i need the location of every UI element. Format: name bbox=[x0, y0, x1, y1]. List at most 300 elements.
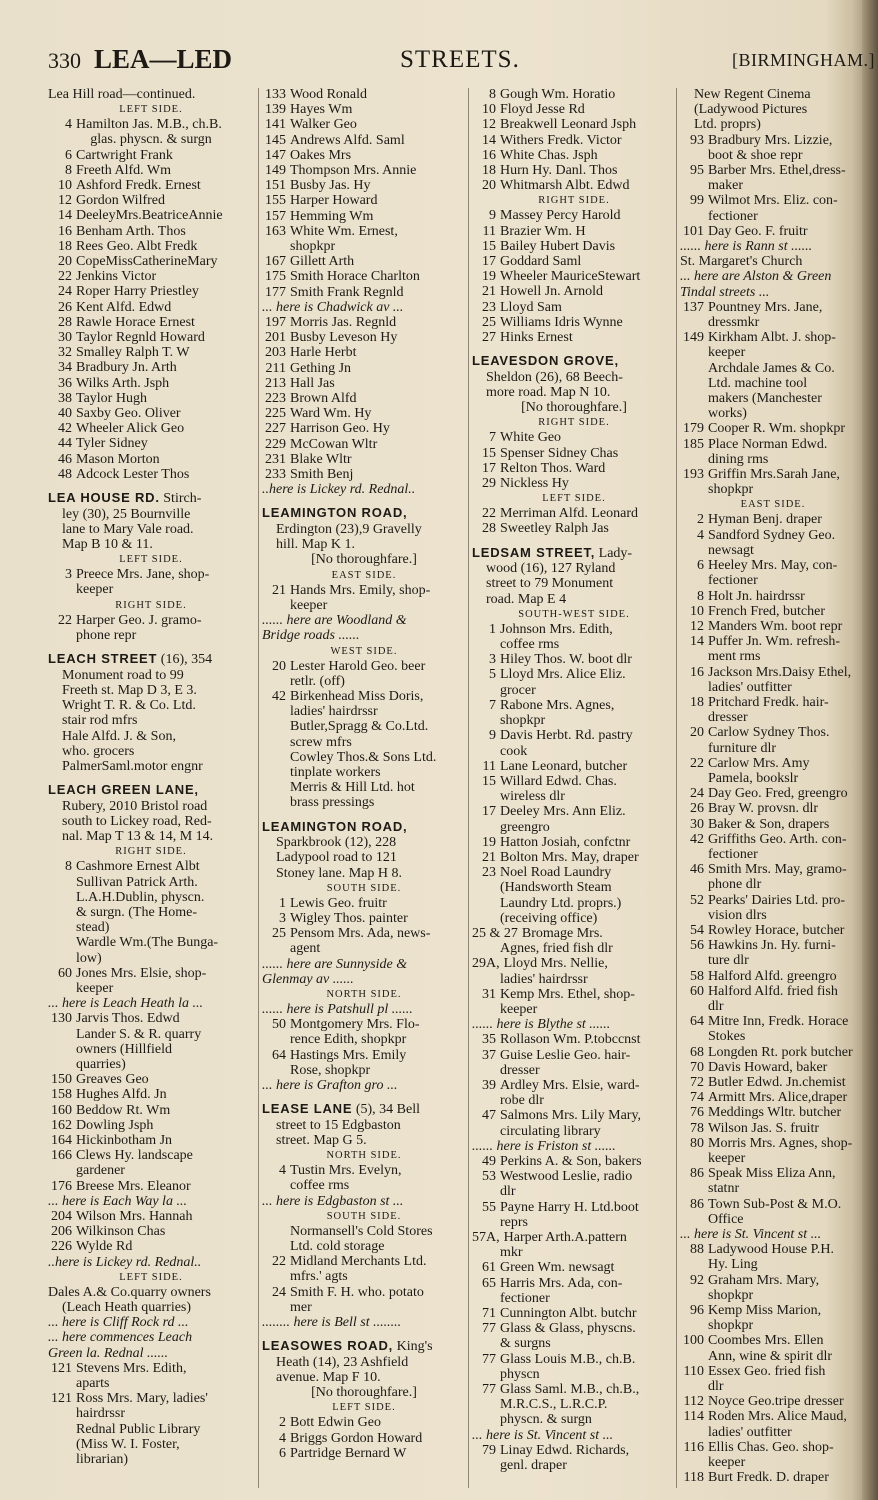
directory-entry bbox=[262, 1032, 466, 1047]
house-number: 96 bbox=[690, 1303, 704, 1319]
street-name: LEAVESDON GROVE, bbox=[472, 353, 619, 369]
house-number: 50 bbox=[272, 1017, 286, 1033]
side-heading: RIGHT SIDE. bbox=[538, 417, 610, 429]
directory-entry bbox=[680, 1409, 866, 1424]
directory-entry bbox=[48, 1437, 254, 1452]
house-number: 179 bbox=[683, 421, 704, 437]
directory-entry bbox=[680, 1273, 866, 1288]
entry-text: Freeth st. Map D 3, E 3. bbox=[62, 682, 197, 698]
directory-entry bbox=[48, 1042, 254, 1057]
entry-text: dresser bbox=[708, 710, 748, 726]
house-number: 8 bbox=[65, 162, 72, 178]
house-number: 22 bbox=[690, 755, 704, 771]
directory-entry bbox=[472, 385, 676, 400]
entry-text: Carlow Mrs. Amy bbox=[708, 755, 810, 771]
directory-entry bbox=[472, 683, 676, 698]
cross-street-note: ..here is Lickey rd. Rednal.. bbox=[48, 1254, 202, 1270]
directory-entry bbox=[262, 254, 466, 269]
directory-entry bbox=[48, 890, 254, 905]
directory-entry bbox=[48, 1133, 254, 1148]
directory-entry bbox=[262, 1446, 466, 1461]
entry-text: dlr bbox=[708, 998, 724, 1014]
house-number: 233 bbox=[265, 467, 286, 483]
cross-street-note: ... here is Leach Heath la ... bbox=[48, 996, 204, 1012]
directory-entry bbox=[48, 421, 254, 436]
entry-text: Sullivan Patrick Arth. bbox=[76, 874, 198, 890]
directory-entry bbox=[48, 1422, 254, 1437]
directory-entry bbox=[472, 1367, 676, 1382]
street-heading-rest: King's bbox=[393, 1339, 433, 1355]
column-divider bbox=[676, 88, 677, 1488]
directory-entry bbox=[48, 360, 254, 375]
entry-text: Halford Alfd. greengro bbox=[708, 968, 837, 984]
directory-entry bbox=[48, 224, 254, 239]
entry-text: Bott Edwin Geo bbox=[290, 1415, 381, 1431]
house-number: 77 bbox=[482, 1321, 496, 1337]
entry-text: statnr bbox=[708, 1181, 740, 1197]
directory-entry bbox=[262, 522, 466, 537]
entry-text: greengro bbox=[500, 819, 550, 835]
entry-text: Harris Mrs. Ada, con- bbox=[500, 1275, 623, 1291]
directory-entry bbox=[48, 300, 254, 315]
entry-text: Stokes bbox=[708, 1029, 746, 1045]
directory-entry bbox=[262, 1385, 466, 1400]
house-number: 164 bbox=[51, 1132, 72, 1148]
entry-text: mer bbox=[290, 1299, 312, 1315]
entry-text: Ardley Mrs. Elsie, ward- bbox=[500, 1077, 640, 1093]
entry-text: Agnes, fried fish dlr bbox=[500, 941, 613, 957]
directory-entry bbox=[680, 847, 866, 862]
entry-text: Lane Leonard, butcher bbox=[500, 758, 628, 774]
entry-text: dlr bbox=[708, 1379, 724, 1395]
entry-text: [No thoroughfare.] bbox=[311, 552, 417, 568]
entry-text: physcn bbox=[500, 1366, 540, 1382]
entry-text: French Fred, butcher bbox=[708, 603, 826, 619]
street-heading-rest: (5), 34 Bell bbox=[352, 1102, 420, 1118]
entry-text: Halford Alfd. fried fish bbox=[708, 983, 838, 999]
house-number: 80 bbox=[690, 1135, 704, 1151]
entry-text: owners (Hillfield bbox=[76, 1041, 173, 1057]
house-number: 2 bbox=[697, 512, 704, 528]
entry-text: Wright T. R. & Co. Ltd. bbox=[62, 698, 196, 714]
entry-text: reprs bbox=[500, 1214, 528, 1230]
house-number: 55 bbox=[482, 1199, 496, 1215]
entry-text: CopeMissCatherineMary bbox=[76, 254, 218, 270]
house-number: 77 bbox=[482, 1351, 496, 1367]
directory-entry bbox=[472, 1321, 676, 1336]
directory-entry bbox=[472, 87, 676, 102]
house-number: 20 bbox=[58, 254, 72, 270]
house-number: 54 bbox=[690, 922, 704, 938]
entry-text: dlr bbox=[500, 1184, 516, 1200]
house-number: 52 bbox=[690, 892, 704, 908]
house-number: 101 bbox=[683, 223, 704, 239]
house-number: 176 bbox=[51, 1178, 72, 1194]
entry-text: Glass Saml. M.B., ch.B., bbox=[500, 1382, 640, 1398]
entry-text: New Regent Cinema bbox=[694, 87, 811, 102]
directory-entry bbox=[680, 1197, 866, 1212]
directory-entry bbox=[262, 148, 466, 163]
street-heading bbox=[48, 490, 254, 507]
directory-entry bbox=[680, 862, 866, 877]
entry-text: Smith Frank Regnld bbox=[290, 284, 404, 300]
page-title: STREETS. bbox=[400, 46, 520, 73]
directory-entry bbox=[262, 117, 466, 132]
entry-text: Busby Jas. Hy bbox=[290, 178, 371, 194]
street-heading bbox=[472, 545, 676, 562]
entry-text: Brazier Wm. H bbox=[500, 223, 586, 239]
house-number: 203 bbox=[265, 345, 286, 361]
directory-entry bbox=[680, 543, 866, 558]
directory-entry bbox=[48, 1224, 254, 1239]
entry-text: Hamilton Jas. M.B., ch.B. bbox=[76, 117, 222, 133]
directory-entry bbox=[680, 1121, 866, 1136]
entry-text: Roper Harry Priestley bbox=[76, 284, 199, 300]
house-number: 4 bbox=[279, 1430, 286, 1446]
cross-street-note: ... here commences Leach bbox=[48, 1330, 193, 1346]
side-heading: RIGHT SIDE. bbox=[115, 599, 187, 611]
directory-entry bbox=[472, 667, 676, 682]
cross-street-note: ...... here is Patshull pl ...... bbox=[262, 1001, 413, 1017]
section-gap bbox=[472, 537, 676, 545]
page-range-heading: LEA—LED bbox=[94, 44, 233, 74]
directory-entry bbox=[262, 719, 466, 734]
entry-text: Sheldon (26), 68 Beech- bbox=[486, 369, 623, 385]
entry-text: tinplate workers bbox=[290, 764, 381, 780]
directory-entry bbox=[472, 1352, 676, 1367]
entry-text: Salmons Mrs. Lily Mary, bbox=[500, 1108, 642, 1124]
directory-entry bbox=[262, 1269, 466, 1284]
directory-entry bbox=[472, 163, 676, 178]
directory-entry bbox=[680, 133, 866, 148]
entry-text: Monument road to 99 bbox=[62, 667, 184, 683]
side-heading: WEST SIDE. bbox=[330, 645, 398, 657]
entry-text: Harper Howard bbox=[290, 193, 378, 209]
entry-text: Baker & Son, drapers bbox=[708, 816, 830, 832]
house-number: 4 bbox=[65, 117, 72, 133]
entry-text: wireless dlr bbox=[500, 789, 565, 805]
entry-text: Jackson Mrs.Daisy Ethel, bbox=[708, 664, 852, 680]
directory-entry bbox=[472, 1032, 676, 1047]
entry-text: White Wm. Ernest, bbox=[290, 223, 398, 239]
cross-street-note: Green la. Rednal ...... bbox=[48, 1345, 169, 1361]
entry-text: dining rms bbox=[708, 451, 769, 467]
entry-text: Pamela, bookslr bbox=[708, 770, 799, 786]
entry-text: Jones Mrs. Elsie, shop- bbox=[76, 965, 207, 981]
entry-text: Town Sub-Post & M.O. bbox=[708, 1196, 842, 1212]
entry-text: Bradbury Mrs. Lizzie, bbox=[708, 132, 833, 148]
entry-text: shopkpr bbox=[290, 239, 336, 255]
entry-text: glas. physcn. & surgn bbox=[90, 132, 212, 148]
entry-text: Wardle Wm.(The Bunga- bbox=[76, 935, 219, 951]
house-number: 76 bbox=[690, 1105, 704, 1121]
house-number: 204 bbox=[51, 1208, 72, 1224]
directory-entry bbox=[48, 668, 254, 683]
directory-entry bbox=[48, 1300, 254, 1315]
directory-entry bbox=[48, 1057, 254, 1072]
side-heading: NORTH SIDE. bbox=[326, 988, 402, 1000]
directory-entry bbox=[472, 744, 676, 759]
entry-text: Normansell's Cold Stores bbox=[290, 1223, 433, 1239]
entry-text: Breakwell Leonard Jsph bbox=[500, 117, 637, 133]
directory-entry bbox=[680, 1014, 866, 1029]
directory-entry bbox=[48, 315, 254, 330]
entry-text: Mason Morton bbox=[76, 451, 160, 467]
directory-entry bbox=[262, 1285, 466, 1300]
directory-entry bbox=[262, 361, 466, 376]
entry-text: low) bbox=[76, 950, 102, 966]
house-number: 139 bbox=[265, 102, 286, 118]
house-number: 226 bbox=[51, 1239, 72, 1255]
entry-text: rence Edith, shopkpr bbox=[290, 1032, 407, 1048]
directory-entry bbox=[262, 437, 466, 452]
entry-text: Preece Mrs. Jane, shop- bbox=[76, 567, 210, 583]
entry-text: Cooper R. Wm. shopkpr bbox=[708, 421, 846, 437]
directory-entry bbox=[680, 1212, 866, 1227]
directory-entry bbox=[680, 1257, 866, 1272]
directory-entry bbox=[472, 804, 676, 819]
directory-entry bbox=[680, 771, 866, 786]
entry-text: Harper Arth.A.pattern bbox=[503, 1230, 627, 1245]
directory-entry bbox=[262, 911, 466, 926]
directory-entry bbox=[48, 920, 254, 935]
directory-entry bbox=[472, 637, 676, 652]
directory-entry bbox=[472, 446, 676, 461]
directory-entry bbox=[680, 512, 866, 527]
entry-text: fectioner bbox=[708, 208, 758, 224]
house-number: 1 bbox=[489, 621, 496, 637]
directory-entry bbox=[680, 786, 866, 801]
directory-entry bbox=[262, 285, 466, 300]
street-name: LEACH STREET bbox=[48, 651, 158, 667]
entry-text: mfrs.' agts bbox=[290, 1269, 348, 1285]
entry-text: Hall Jas bbox=[290, 375, 335, 391]
entry-text: Greaves Geo bbox=[76, 1072, 149, 1088]
entry-text: Williams Idris Wynne bbox=[500, 314, 623, 330]
entry-text: Hatton Josiah, confctnr bbox=[500, 834, 631, 850]
entry-text: M.R.C.S., L.R.C.P. bbox=[500, 1397, 608, 1413]
directory-entry bbox=[472, 1154, 676, 1169]
entry-text: Deeley Mrs. Ann Eliz. bbox=[500, 804, 626, 820]
directory-entry bbox=[680, 330, 866, 345]
directory-entry bbox=[262, 659, 466, 674]
entry-text: Archdale James & Co. bbox=[708, 360, 835, 376]
entry-text: Massey Percy Harold bbox=[500, 208, 621, 224]
house-number: 32 bbox=[58, 345, 72, 361]
entry-text: Armitt Mrs. Alice,draper bbox=[708, 1090, 848, 1106]
directory-entry bbox=[680, 1425, 866, 1440]
house-number: 25 bbox=[482, 314, 496, 330]
entry-text: brass pressings bbox=[290, 795, 375, 811]
directory-entry bbox=[472, 117, 676, 132]
directory-entry bbox=[472, 1184, 676, 1199]
directory-entry bbox=[472, 461, 676, 476]
house-number: 24 bbox=[272, 1284, 286, 1300]
entry-text: Lloyd Mrs. Nellie, bbox=[503, 956, 608, 972]
cross-street-note: ... here is Each Way la ... bbox=[48, 1193, 187, 1209]
house-number: 22 bbox=[482, 506, 496, 522]
entry-text: Hayes Wm bbox=[290, 102, 353, 118]
entry-text: Roden Mrs. Alice Maud, bbox=[708, 1409, 847, 1425]
entry-text: Jenkins Victor bbox=[76, 269, 157, 285]
directory-entry bbox=[48, 537, 254, 552]
entry-text: Ashford Fredk. Ernest bbox=[76, 178, 201, 194]
directory-entry bbox=[472, 208, 676, 223]
directory-entry bbox=[472, 865, 676, 880]
directory-entry bbox=[262, 1178, 466, 1193]
house-number: 21 bbox=[482, 284, 496, 300]
house-number: 47 bbox=[482, 1108, 496, 1124]
directory-entry bbox=[472, 1108, 676, 1123]
directory-entry bbox=[680, 984, 866, 999]
entry-text: Merris & Hill Ltd. hot bbox=[290, 780, 415, 796]
directory-entry bbox=[472, 820, 676, 835]
directory-entry bbox=[262, 1224, 466, 1239]
entry-text: Briggs Gordon Howard bbox=[290, 1430, 423, 1446]
directory-entry bbox=[262, 1048, 466, 1063]
entry-text: Wilmot Mrs. Eliz. con- bbox=[708, 193, 838, 209]
directory-entry bbox=[262, 750, 466, 765]
directory-entry bbox=[262, 735, 466, 750]
house-number: 17 bbox=[482, 254, 496, 270]
directory-entry bbox=[680, 163, 866, 178]
directory-entry bbox=[472, 476, 676, 491]
directory-entry bbox=[262, 765, 466, 780]
directory-entry bbox=[48, 330, 254, 345]
house-number: 155 bbox=[265, 193, 286, 209]
directory-entry bbox=[262, 583, 466, 598]
entry-text: & surgn. (The Home- bbox=[76, 904, 198, 920]
street-name: LEACH GREEN LANE, bbox=[48, 782, 199, 798]
entry-text: Hickinbotham Jn bbox=[76, 1132, 173, 1148]
directory-column-4 bbox=[680, 87, 866, 1495]
entry-text: [No thoroughfare.] bbox=[521, 400, 627, 416]
directory-entry bbox=[472, 713, 676, 728]
directory-entry bbox=[48, 1209, 254, 1224]
directory-entry bbox=[680, 634, 866, 649]
entry-text: Kirkham Albt. J. shop- bbox=[708, 330, 836, 346]
entry-text: Walker Geo bbox=[290, 117, 357, 133]
house-number: 53 bbox=[482, 1169, 496, 1185]
entry-text: road. Map E 4 bbox=[486, 591, 567, 607]
house-number: 92 bbox=[690, 1272, 704, 1288]
entry-text: Birkenhead Miss Doris, bbox=[290, 688, 424, 704]
directory-entry bbox=[680, 1090, 866, 1105]
house-number: 130 bbox=[51, 1011, 72, 1027]
entry-text: ladies' outfitter bbox=[708, 679, 792, 695]
house-number: 26 bbox=[690, 801, 704, 817]
directory-entry bbox=[680, 361, 866, 376]
cross-street-note: ... here is St. Vincent st ... bbox=[680, 1227, 822, 1243]
directory-entry bbox=[680, 193, 866, 208]
house-number: 162 bbox=[51, 1117, 72, 1133]
house-number: 37 bbox=[482, 1047, 496, 1063]
street-name: LEA HOUSE RD. bbox=[48, 490, 160, 506]
cross-street-note: ...... here is Blythe st ...... bbox=[472, 1017, 611, 1033]
entry-text: hairdrssr bbox=[76, 1406, 125, 1422]
directory-entry bbox=[680, 117, 866, 132]
house-number: 70 bbox=[690, 1059, 704, 1075]
entry-text: Cunnington Albt. butchr bbox=[500, 1306, 637, 1322]
house-number: 88 bbox=[690, 1242, 704, 1258]
column-divider bbox=[258, 88, 259, 1488]
entry-text: Cowley Thos.& Sons Ltd. bbox=[290, 749, 437, 765]
house-number: 114 bbox=[683, 1409, 704, 1425]
directory-entry bbox=[680, 1166, 866, 1181]
entry-text: Essex Geo. fried fish bbox=[708, 1363, 826, 1379]
section-gap bbox=[472, 345, 676, 353]
house-number: 14 bbox=[482, 132, 496, 148]
entry-text: Spenser Sidney Chas bbox=[500, 445, 619, 461]
directory-entry bbox=[48, 376, 254, 391]
entry-text: dresser bbox=[500, 1062, 540, 1078]
entry-text: Wylde Rd bbox=[76, 1239, 133, 1255]
entry-text: (Miss W. I. Foster, bbox=[76, 1436, 180, 1452]
house-number: 100 bbox=[683, 1333, 704, 1349]
directory-entry bbox=[680, 1029, 866, 1044]
house-number: 27 bbox=[482, 330, 496, 346]
entry-text: Partridge Bernard W bbox=[290, 1445, 407, 1461]
house-number: 21 bbox=[272, 582, 286, 598]
directory-entry bbox=[472, 652, 676, 667]
entry-text: Ltd. cold storage bbox=[290, 1238, 385, 1254]
directory-entry bbox=[472, 224, 676, 239]
directory-entry bbox=[680, 695, 866, 710]
entry-text: phone repr bbox=[76, 627, 137, 643]
street-heading bbox=[262, 1101, 466, 1118]
entry-text: keeper bbox=[76, 582, 114, 598]
directory-entry bbox=[48, 436, 254, 451]
entry-text: Cashmore Ernest Albt bbox=[76, 859, 200, 875]
entry-text: Map B 10 & 11. bbox=[62, 537, 153, 553]
house-number: 65 bbox=[482, 1275, 496, 1291]
directory-entry bbox=[262, 1163, 466, 1178]
directory-entry bbox=[472, 941, 676, 956]
house-number: 223 bbox=[265, 391, 286, 407]
entry-text: Wood Ronald bbox=[290, 87, 368, 102]
house-number: 166 bbox=[51, 1148, 72, 1164]
directory-entry bbox=[680, 1318, 866, 1333]
directory-entry bbox=[262, 391, 466, 406]
entry-text: Cartwright Frank bbox=[76, 147, 173, 163]
entry-text: Day Geo. Fred, greengro bbox=[708, 786, 848, 802]
house-number: 121 bbox=[51, 1360, 72, 1376]
page-header bbox=[48, 44, 875, 80]
entry-text: Ann, wine & spirit dlr bbox=[708, 1348, 833, 1364]
entry-text: Gough Wm. Horatio bbox=[500, 87, 616, 102]
house-number: 28 bbox=[58, 314, 72, 330]
directory-entry bbox=[472, 926, 676, 941]
entry-text: Smith Horace Charlton bbox=[290, 269, 420, 285]
entry-text: Noel Road Laundry bbox=[500, 865, 612, 881]
directory-entry bbox=[262, 87, 466, 102]
section-gap bbox=[262, 811, 466, 819]
directory-entry bbox=[472, 148, 676, 163]
directory-entry bbox=[472, 759, 676, 774]
directory-column-3 bbox=[472, 87, 676, 1495]
entry-text: Bromage Mrs. bbox=[521, 925, 603, 941]
cross-street-note: ... here is Chadwick av ... bbox=[262, 299, 404, 315]
section-gap bbox=[48, 643, 254, 651]
entry-text: Wilson Jas. S. fruitr bbox=[708, 1120, 820, 1136]
directory-entry bbox=[48, 1072, 254, 1087]
directory-entry bbox=[262, 133, 466, 148]
entry-text: Rowley Horace, butcher bbox=[708, 922, 845, 938]
house-number: 12 bbox=[58, 193, 72, 209]
entry-text: grocer bbox=[500, 682, 536, 698]
directory-entry bbox=[680, 1181, 866, 1196]
entry-text: Bolton Mrs. May, draper bbox=[500, 849, 639, 865]
